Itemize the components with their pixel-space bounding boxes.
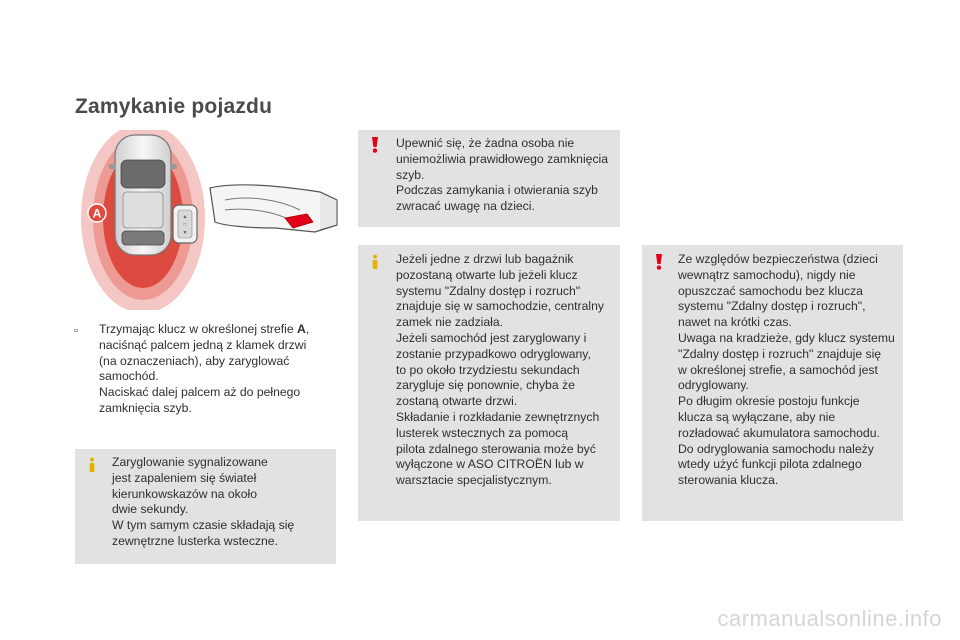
note-open-door-line: zostanie przypadkowo odryglowany, (396, 346, 591, 361)
warning-icon (367, 137, 383, 153)
info-icon (367, 254, 383, 270)
note-open-door-line: systemu "Zdalny dostęp i rozruch" (396, 283, 581, 298)
note-signal-line: kierunkowskazów na około (112, 486, 257, 501)
note-open-door-line: warsztacie specjalistycznym. (396, 473, 552, 488)
note-open-door-line: zarygluje się ponownie, chyba że (396, 378, 575, 393)
warning-safety-line: odryglowany. (678, 378, 749, 393)
fob-button-trunk: □ (183, 222, 187, 228)
warning-safety-line: Do odryglowania samochodu należy (678, 441, 874, 456)
instruction-line-5: Naciskać dalej palcem aż do pełnego (99, 385, 301, 400)
bullet-icon: ▫ (74, 325, 78, 337)
instruction-text (99, 322, 309, 417)
note-open-door-line: lusterek wstecznych za pomocą (396, 425, 569, 440)
note-open-door-line: to po około trzydziestu sekundach (396, 362, 580, 377)
car-zone-illustration (75, 130, 340, 310)
instruction-line-1-suffix: , (305, 322, 310, 336)
note-open-door-box (358, 245, 620, 521)
note-open-door-line: pilota zdalnego sterowania może być (396, 441, 596, 456)
zone-label-a-text: A (92, 206, 102, 221)
warning-safety-line: nawet na krótki czas. (678, 315, 792, 330)
note-signal-line: W tym samym czasie składają się (112, 518, 295, 533)
note-open-door-line: pozostaną otwarte lub jeżeli klucz (396, 267, 578, 282)
warning-safety-line: wtedy użyć funkcji pilota zdalnego (678, 457, 862, 472)
warning-windows-line: Podczas zamykania i otwierania szyb (396, 183, 598, 198)
warning-windows-line: uniemożliwia prawidłowego zamknięcia (396, 151, 609, 166)
note-open-door-line: znajduje się w samochodzie, centralny (396, 299, 604, 314)
note-open-door-line: zamek nie zadziała. (396, 315, 504, 330)
warning-safety-box (642, 245, 903, 521)
note-signal-line: Zaryglowanie sygnalizowane (112, 455, 268, 469)
hand-on-door-handle (210, 185, 337, 232)
note-open-door-line: Jeżeli jedne z drzwi lub bagażnik (396, 252, 574, 266)
instruction-zone-letter: A (297, 322, 306, 336)
fob-button-unlock: ▼ (182, 230, 188, 236)
warning-safety-line: rozładować akumulatora samochodu. (678, 425, 880, 440)
warning-safety-line: systemu "Zdalny dostęp i rozruch", (678, 299, 866, 314)
instruction-line-2: naciśnąć palcem jedną z klamek drzwi (99, 337, 307, 352)
instruction-line-6: zamknięcia szyb. (99, 400, 192, 415)
warning-safety-line: "Zdalny dostęp i rozruch" znajduje się (678, 346, 882, 361)
note-open-door-text (396, 252, 604, 489)
warning-safety-line: sterowania klucza. (678, 473, 779, 488)
note-signal-line: dwie sekundy. (112, 502, 189, 517)
instruction-line-1: Trzymając klucz w określonej strefie (99, 322, 297, 336)
note-open-door-line: Jeżeli samochód jest zaryglowany i (396, 330, 587, 345)
instruction-line-4: samochód. (99, 369, 159, 384)
warning-windows-text (396, 136, 608, 215)
fob-button-lock: ▲ (182, 214, 188, 220)
warning-safety-line: klucza są wyłączane, aby nie (678, 409, 836, 424)
note-signal-box (75, 449, 336, 564)
warning-windows-line: szyb. (396, 167, 425, 182)
warning-safety-text (678, 252, 895, 489)
note-signal-text (112, 455, 294, 550)
info-icon (84, 457, 100, 473)
warning-safety-line: Po długim okresie postoju funkcje (678, 394, 860, 409)
warning-safety-line: w określonej strefie, a samochód jest (678, 362, 878, 377)
page-title: Zamykanie pojazdu (75, 95, 273, 118)
warning-safety-line: opuszczać samochodu bez klucza (678, 283, 863, 298)
zone-label-a (88, 204, 106, 222)
note-open-door-line: Składanie i rozkładanie zewnętrznych (396, 409, 600, 424)
note-open-door-line: zostaną otwarte drzwi. (396, 394, 518, 409)
warning-safety-line: Ze względów bezpieczeństwa (dzieci (678, 252, 878, 266)
warning-windows-line: zwracać uwagę na dzieci. (396, 199, 535, 214)
note-signal-line: jest zapaleniem się świateł (112, 470, 257, 485)
warning-windows-line: Upewnić się, że żadna osoba nie (396, 136, 575, 150)
key-fob (173, 205, 197, 243)
watermark: carmanualsonline.info (717, 606, 942, 631)
warning-safety-line: Uwaga na kradzieże, gdy klucz systemu (678, 330, 895, 345)
note-signal-line: zewnętrzne lusterka wsteczne. (112, 533, 278, 548)
warning-icon (651, 254, 667, 270)
note-open-door-line: wyłączone w ASO CITROËN lub w (396, 457, 584, 472)
warning-safety-line: wewnątrz samochodu), nigdy nie (678, 267, 856, 282)
instruction-line-3: (na oznaczeniach), aby zaryglować (99, 353, 290, 368)
warning-windows-box (358, 130, 620, 227)
car-top-view (109, 135, 177, 255)
